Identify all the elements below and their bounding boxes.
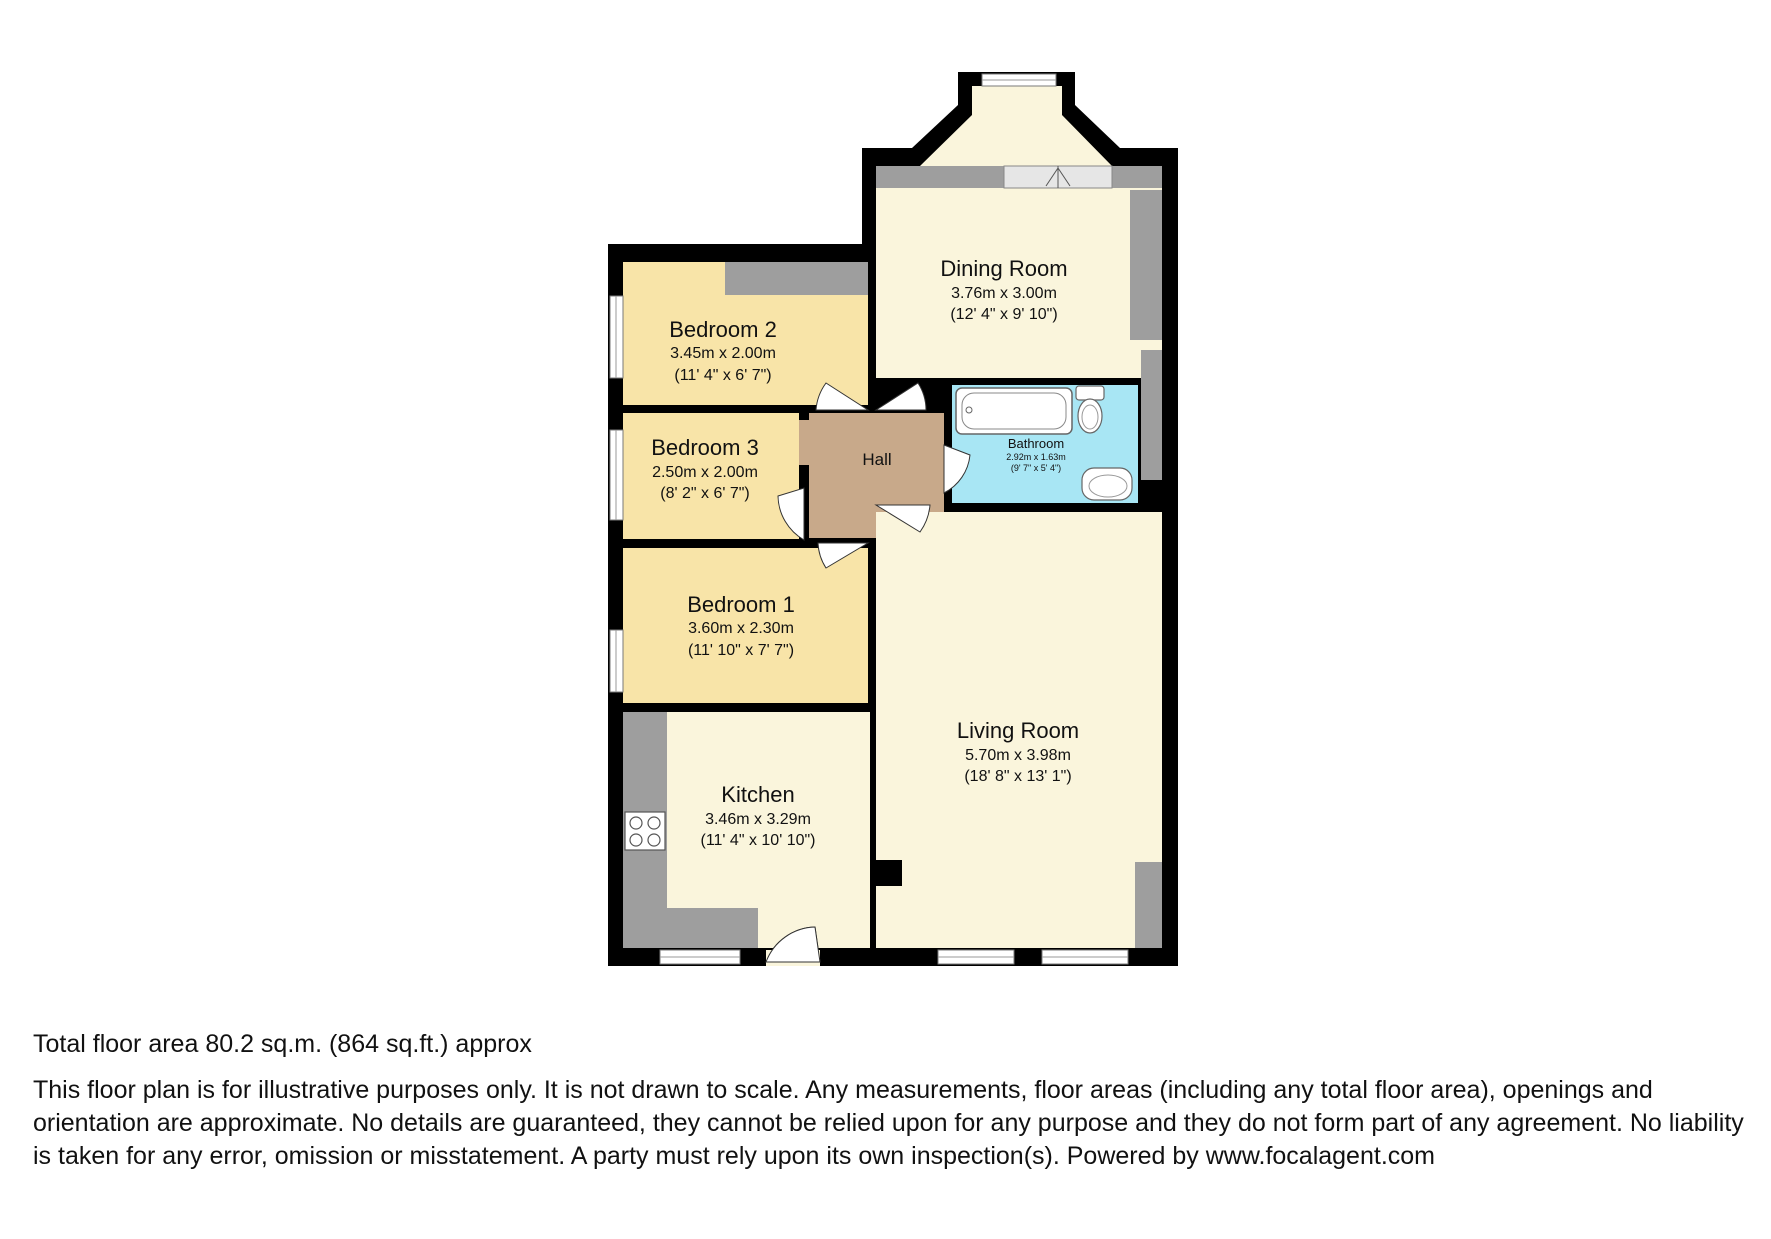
bedroom-3-name: Bedroom 3 [651,435,759,460]
total-floor-area: Total floor area 80.2 sq.m. (864 sq.ft.) approx [33,1030,532,1058]
label-bedroom-2 [669,317,777,384]
bedroom-2-metric: 3.45m x 2.00m [670,345,776,362]
living-room-metric: 5.70m x 3.98m [965,747,1071,764]
dining-room-name: Dining Room [940,256,1068,281]
dining-room-metric: 3.76m x 3.00m [951,285,1057,302]
bedroom-2-imperial: (11' 4" x 6' 7") [674,367,772,384]
label-bedroom-3 [651,435,759,502]
hob-icon [625,812,665,850]
hall-opening [799,420,811,465]
bedroom-3-imperial: (8' 2" x 6' 7") [660,485,750,502]
bedroom-2-name: Bedroom 2 [669,317,777,342]
toilet-icon [1076,386,1104,433]
label-hall [862,450,891,469]
label-living-room [957,718,1079,785]
bathroom-imperial: (9' 7" x 5' 4") [1010,463,1062,473]
bedroom-1-imperial: (11' 10" x 7' 7") [687,642,795,659]
living-room-name: Living Room [956,718,1080,743]
bedroom-1-metric: 3.60m x 2.30m [688,620,794,637]
bedroom-3-metric: 2.50m x 2.00m [652,464,758,481]
disclaimer: This floor plan is for illustrative purposes only. It is not drawn to scale. Any measurements, floor areas (including any total floor area), openings and orientation are approximate. No details are guaranteed, they cannot be relied upon for any purpose and they do not form part of any agreement. No liability is taken for any error, omission or misstatement. A party must rely upon its own inspection(s). Powered by www.focalagent.com [33,1076,1744,1170]
kitchen-metric: 3.46m x 3.29m [705,811,811,828]
sink-icon [1082,468,1132,500]
footer [33,1028,1753,1173]
label-dining-room [940,256,1067,323]
kitchen-name: Kitchen [721,782,795,807]
hall-name: Hall [862,450,892,469]
living-room-imperial: (18' 8" x 13' 1") [964,768,1072,785]
dining-room-imperial: (12' 4" x 9' 10") [950,306,1058,323]
bathtub-icon [956,388,1072,434]
label-bathroom [1006,436,1066,473]
bathroom-name: Bathroom [1007,436,1065,451]
label-bedroom-1 [687,592,795,659]
kitchen-imperial: (11' 4" x 10' 10") [700,832,816,849]
bathroom-metric: 2.92m x 1.63m [1006,452,1066,462]
bedroom-1-name: Bedroom 1 [687,592,795,617]
